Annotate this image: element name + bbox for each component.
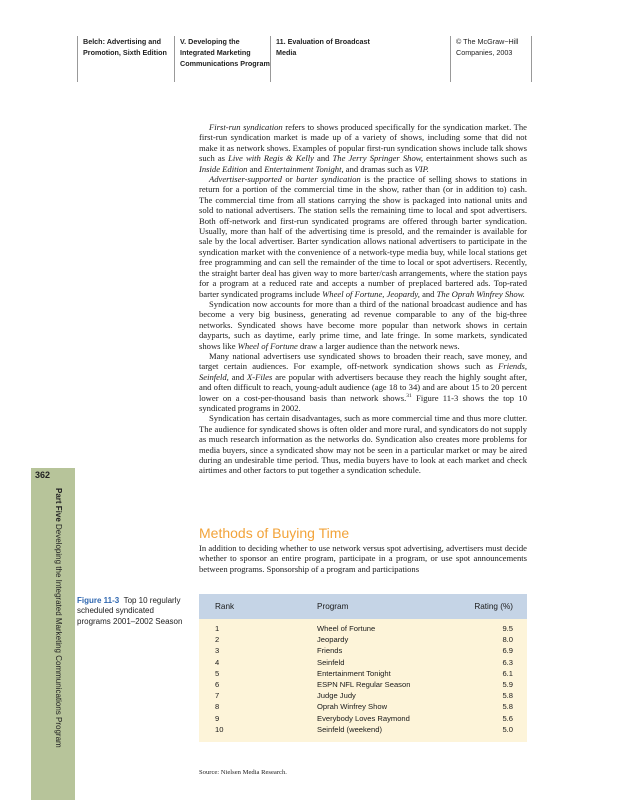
footnote-ref: 31 (406, 392, 412, 399)
cell-rating: 5.8 (502, 702, 513, 712)
paragraph-disadvantages: Syndication has certain disadvantages, such as more commercial time and thus more clutter. The audience for syndicated shows is often older and more rural, and syndicators do not supply as much research information as the networks do. Syndication also creates more problems for media buyers, since a syndicated show may not be seen in a particular market or may be aired during an undesirable time period. Thus, media buyers have to look at each market and check airtimes and other factors to put together a syndication schedule. (199, 413, 527, 476)
show-title: Live with Regis & Kelly (228, 153, 314, 164)
header-copyright (450, 36, 532, 82)
figure-label: Figure 11-3 (77, 596, 120, 605)
cell-program: Friends (317, 646, 343, 656)
text: are popular with advertisers because they reach the highly sought after, and often difficult to reach, young-adult audience (age 18 to 34) and are about 15 to 20 percent lower on a cost-per-thousand basis than network shows. (199, 371, 527, 403)
header-copyright-line-2: Companies, 2003 (456, 48, 513, 57)
paragraph-barter (199, 174, 527, 299)
cell-program: Seinfeld (317, 657, 345, 667)
show-title: The Jerry Springer Show, (332, 153, 423, 164)
table-row (199, 635, 527, 646)
cell-rank: 8 (215, 702, 220, 712)
text: and (247, 163, 265, 174)
cell-program: Oprah Winfrey Show (317, 702, 388, 712)
header-chapter (270, 36, 450, 82)
section-paragraph: In addition to deciding whether to use network versus spot advertising, advertisers must decide whether to sponsor an entire program, participate in a program, or use spot announcements between programs. Sponsorship of a program and participations (199, 543, 527, 574)
text: and dramas such as (343, 163, 415, 174)
table-row (199, 714, 527, 725)
show-title: The Oprah Winfrey Show. (436, 288, 525, 299)
paragraph-syndication-share (199, 299, 527, 351)
show-title: X-Files (247, 371, 273, 382)
table-row (199, 702, 527, 713)
col-header-rank: Rank (215, 602, 235, 611)
table-row (199, 658, 527, 669)
cell-rank: 1 (215, 624, 220, 633)
show-title: Entertainment Tonight, (264, 163, 344, 174)
text: and (313, 153, 333, 164)
cell-rank: 4 (215, 657, 220, 667)
text: refers to shows produced specifically for the syndication market. The first-run syndication market is made up of a variety of shows, including some that did not make it as network shows. Examples of popular first-run syndication shows include talk shows such as (199, 122, 527, 164)
sidebar-strip (31, 468, 75, 800)
text: or (281, 174, 297, 185)
cell-rank: 5 (215, 668, 220, 678)
cell-program: Seinfeld (weekend) (317, 724, 383, 734)
text: and (228, 371, 248, 382)
cell-program: Jeopardy (317, 635, 349, 645)
show-title: VIP. (414, 163, 429, 174)
table-header (199, 594, 527, 619)
cell-rating: 5.6 (502, 713, 513, 723)
header-book-line-1: Belch: Advertising and (83, 37, 162, 46)
body-text (199, 122, 527, 476)
cell-rating: 5.9 (502, 679, 513, 689)
table-source: Source: Nielsen Media Research. (199, 769, 287, 776)
term-first-run: First-run syndication (209, 122, 283, 132)
paragraph-advertisers (199, 351, 527, 413)
text: draw a larger audience than the network news. (297, 340, 460, 351)
col-header-rating: Rating (%) (474, 602, 513, 611)
table-body (199, 619, 527, 742)
cell-rank: 9 (215, 713, 220, 723)
cell-rating: 8.0 (502, 635, 513, 645)
figure-caption-text: Top 10 regularly scheduled syndicated programs 2001–2002 Season (77, 596, 183, 626)
cell-program: ESPN NFL Regular Season (317, 679, 411, 689)
show-title: Inside Edition (199, 163, 248, 174)
cell-rank: 2 (215, 635, 220, 645)
text: and (419, 288, 437, 299)
cell-rating: 5.8 (502, 691, 513, 701)
header-book-line-2: Promotion, Sixth Edition (83, 48, 167, 57)
text: entertainment shows such as (423, 153, 527, 164)
cell-program: Wheel of Fortune (317, 624, 376, 633)
section-text (199, 543, 527, 574)
cell-program: Entertainment Tonight (317, 668, 391, 678)
paragraph-first-run (199, 122, 527, 174)
cell-rank: 10 (215, 724, 224, 734)
text: Syndication now accounts for more than a third of the national broadcast audience and has become a very big business, generating ad revenue comparable to any of the big-three networks. Syndicated shows have become more popular than network shows in certain dayparts, such as daytime, early prime time, and late fringe. In some markets, syndicated shows like (199, 298, 527, 351)
text: Figure 11-3 shows the top 10 syndicated programs in 2002. (199, 392, 527, 413)
header-part-line-1: V. Developing the (180, 37, 240, 46)
show-title: Wheel of Fortune (237, 340, 298, 351)
table-row (199, 691, 527, 702)
part-label: Part Five (54, 488, 63, 522)
header-part-line-3: Communications Program (180, 59, 270, 68)
table-row (199, 624, 527, 635)
header-copyright-line-1: © The McGraw−Hill (456, 37, 519, 46)
show-title: Wheel of Fortune, Jeopardy, (322, 288, 420, 299)
cell-rating: 5.0 (502, 724, 513, 734)
text: is the practice of selling shows to stations in return for a portion of the commercial time in the show, rather than (or in addition to) cash. The commercial time from all stations carrying the show is packaged into national units and sold to national advertisers. The station sells the remaining time to local and spot advertisers. Both off-network and first-run syndicated programs are offered through barter syndication. Usually, more than half of the advertising time is presold, and the remainder is available for sale by the local advertiser. Barter syndication allows national advertisers to participate in the syndication market with the convenience of a network-type media buy, while local stations get free programming and can sell the remainder of the time to local or spot advertisers. Recently, the straight barter deal has given way to more barter/cash arrangements, where the station pays for a program at a reduced rate and accepts a number of preplaced bartered ads. Top-rated barter syndicated programs include (199, 174, 527, 299)
figure-caption (77, 596, 189, 627)
table-row (199, 669, 527, 680)
cell-program: Everybody Loves Raymond (317, 713, 410, 723)
part-title-vertical (54, 488, 63, 748)
header-book (77, 36, 174, 82)
cell-rank: 3 (215, 646, 220, 656)
col-header-program: Program (317, 602, 349, 611)
table-row (199, 725, 527, 736)
header-chapter-line-1: 11. Evaluation of Broadcast (276, 37, 370, 46)
ratings-table (199, 594, 527, 742)
cell-rank: 7 (215, 691, 220, 701)
show-title: Friends, Seinfeld, (199, 361, 527, 382)
text: Many national advertisers use syndicated shows to broaden their reach, save money, and target certain audiences. For example, off-network syndication shows such as (199, 350, 527, 372)
page-number: 362 (35, 470, 51, 480)
cell-rating: 9.5 (502, 624, 513, 633)
header-part-line-2: Integrated Marketing (180, 48, 251, 57)
cell-rating: 6.9 (502, 646, 513, 656)
term-advertiser-supported: Advertiser-supported (209, 174, 282, 185)
cell-rank: 6 (215, 679, 220, 689)
table-row (199, 680, 527, 691)
header-part (174, 36, 270, 82)
cell-program: Judge Judy (317, 691, 356, 701)
term-barter: barter syndication (296, 174, 361, 185)
cell-rating: 6.3 (502, 657, 513, 667)
running-header (77, 36, 532, 82)
section-heading: Methods of Buying Time (199, 525, 350, 541)
part-title: Developing the Integrated Marketing Communications Program (54, 524, 63, 748)
cell-rating: 6.1 (502, 668, 513, 678)
table-row (199, 646, 527, 657)
header-chapter-line-2: Media (276, 48, 297, 57)
